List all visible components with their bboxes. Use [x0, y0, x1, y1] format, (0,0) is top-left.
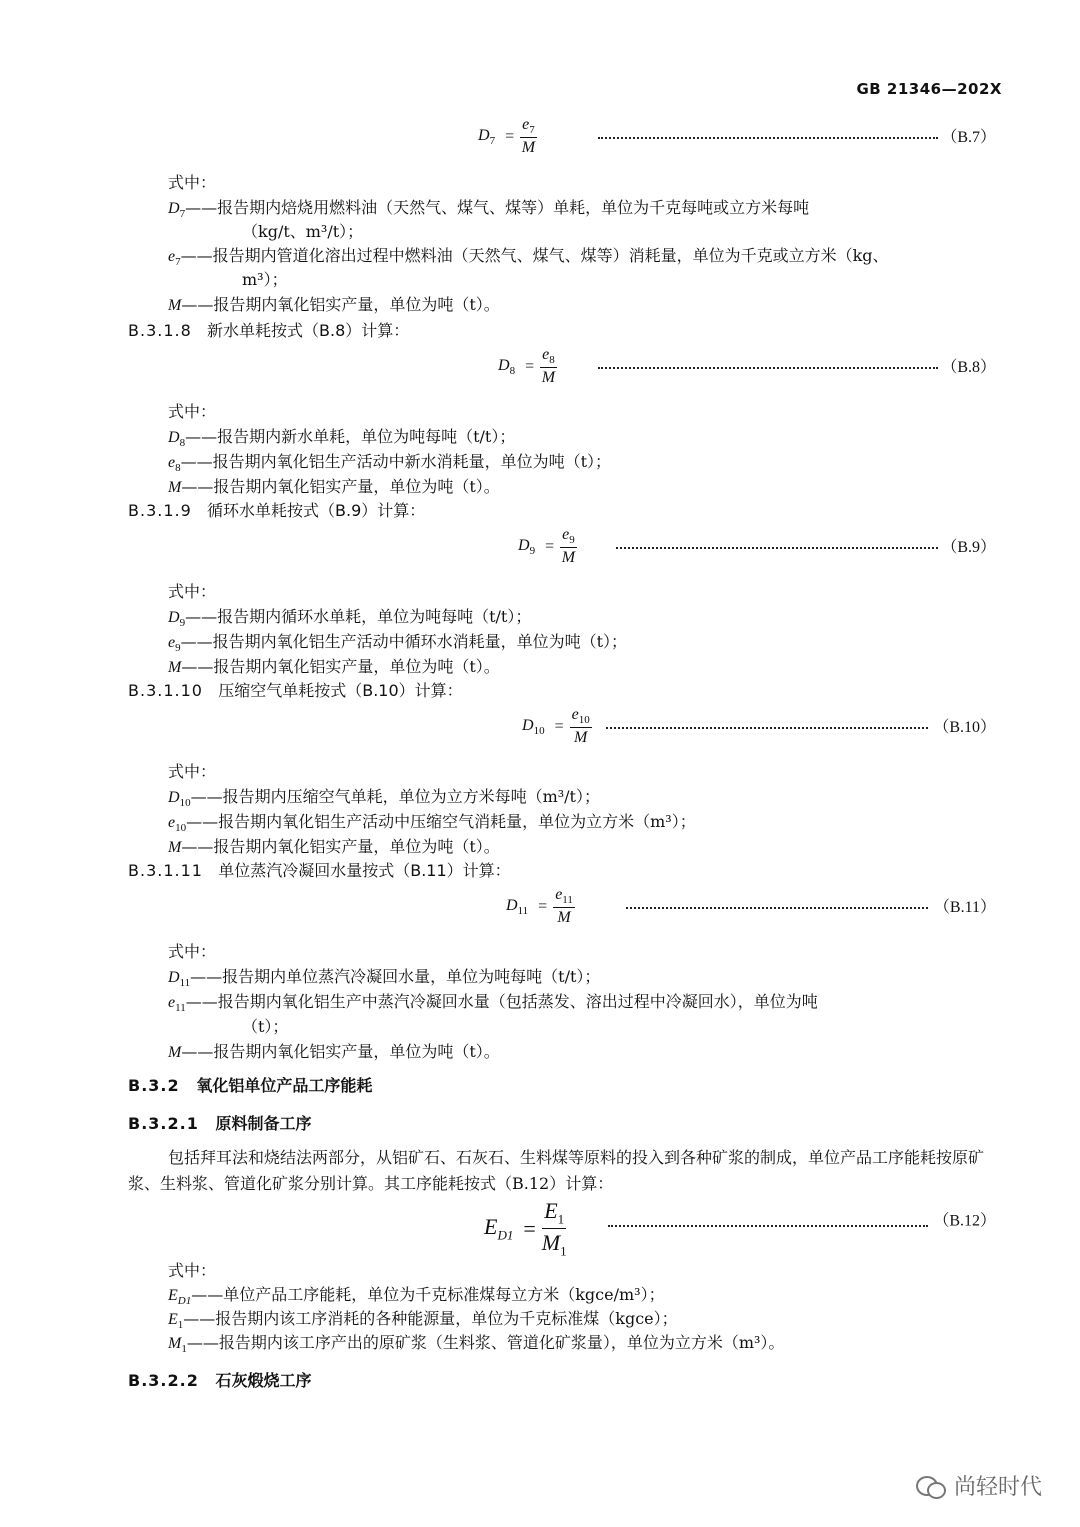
equation-b7: $D_7$ = $\frac{e_7}{M}$ （B.7） — [478, 116, 996, 157]
equation-number: （B.7） — [941, 129, 996, 147]
paragraph: 包括拜耳法和烧结法两部分，从铝矿石、石灰石、生料煤等原料的投入到各种矿浆的制成，单位产品工序能耗按原矿浆、生料浆、管道化矿浆分别计算。其工序能耗按式（B.12）计算： — [128, 1148, 985, 1193]
equation-number: （B.11） — [933, 899, 996, 917]
equation-number: （B.10） — [933, 719, 996, 737]
equation-b12: $E_{D1}$ = $\frac{E_1}{M_1}$ （B.12） — [484, 1198, 996, 1259]
where-label: 式中： — [168, 1261, 217, 1280]
definition-line: M——报告期内氧化铝实产量，单位为吨（t）。 — [168, 1042, 500, 1061]
where-label: 式中： — [168, 762, 217, 781]
equation-b10: $D_{10}$ = $\frac{e_{10}}{M}$ （B.10） — [522, 706, 996, 747]
section-heading: B.3.1.11 单位蒸汽冷凝回水量按式（B.11）计算： — [128, 861, 511, 880]
definition-line: $D_{11}——$报告期内单位蒸汽冷凝回水量，单位为吨每吨（t/t）； — [168, 967, 601, 990]
definition-line: $D_8——$报告期内新水单耗，单位为吨每吨（t/t）； — [168, 427, 516, 450]
definition-line: $D_{10}——$报告期内压缩空气单耗，单位为立方米每吨（m³/t）； — [168, 787, 600, 810]
definition-line: $e_8——$报告期内氧化铝生产活动中新水消耗量，单位为吨（t）； — [168, 452, 612, 475]
definition-line: $e_9——$报告期内氧化铝生产活动中循环水消耗量，单位为吨（t）； — [168, 632, 628, 655]
equation-b8: $D_8$ = $\frac{e_8}{M}$ （B.8） — [498, 346, 996, 387]
eq-denominator: M — [521, 139, 536, 157]
equation-b9: $D_9$ = $\frac{e_9}{M}$ （B.9） — [518, 526, 996, 567]
section-heading: B.3.1.9 循环水单耗按式（B.9）计算： — [128, 501, 426, 520]
equation-number: （B.12） — [933, 1212, 996, 1230]
section-heading: B.3.1.10 压缩空气单耗按式（B.10）计算： — [128, 681, 463, 700]
wechat-icon — [916, 1474, 946, 1498]
section-heading: B.3.2 氧化铝单位产品工序能耗 — [128, 1076, 373, 1095]
where-label: 式中： — [168, 582, 217, 601]
document-number: GB 21346—202X — [856, 80, 1002, 98]
definition-continuation: m³）； — [242, 270, 288, 289]
watermark-text: 尚轻时代 — [953, 1475, 1042, 1500]
equation-number: （B.8） — [941, 359, 996, 377]
definition-line: $D_9——$报告期内循环水单耗，单位为吨每吨（t/t）； — [168, 607, 532, 630]
definition-line: $e_{11}——$报告期内氧化铝生产中蒸汽冷凝回水量（包括蒸发、溶出过程中冷凝回水），单位为吨 — [168, 992, 818, 1015]
section-heading: B.3.1.8 新水单耗按式（B.8）计算： — [128, 321, 410, 340]
watermark — [916, 1470, 1042, 1501]
section-heading: B.3.2.2 石灰煅烧工序 — [128, 1371, 312, 1390]
definition-line: $e_{10}——$报告期内氧化铝生产活动中压缩空气消耗量，单位为立方米（m³）； — [168, 812, 696, 835]
definition-line: $M_1——$报告期内该工序产出的原矿浆（生料浆、管道化矿浆量），单位为立方米（m³）。 — [168, 1333, 785, 1356]
definition-line: M——报告期内氧化铝实产量，单位为吨（t）。 — [168, 657, 500, 676]
definition-line: $e_7——$报告期内管道化溶出过程中燃料油（天然气、煤气、煤等）消耗量，单位为千克或立方米（kg、 — [168, 246, 889, 269]
definition-line: M——报告期内氧化铝实产量，单位为吨（t）。 — [168, 477, 500, 496]
definition-line: M——报告期内氧化铝实产量，单位为吨（t）。 — [168, 837, 500, 856]
equation-number: （B.9） — [941, 539, 996, 557]
definition-continuation: （kg/t、m³/t）； — [242, 222, 364, 241]
definition-continuation: （t）； — [242, 1017, 289, 1036]
definition-line: $E_{D1}——$单位产品工序能耗，单位为千克标准煤每立方米（kgce/m³）； — [168, 1285, 665, 1308]
section-heading: B.3.2.1 原料制备工序 — [128, 1114, 312, 1133]
where-label: 式中： — [168, 173, 217, 192]
where-label: 式中： — [168, 402, 217, 421]
definition-line: $D_7——$报告期内焙烧用燃料油（天然气、煤气、煤等）单耗，单位为千克每吨或立方米每吨 — [168, 198, 810, 221]
equation-b11: $D_{11}$ = $\frac{e_{11}}{M}$ （B.11） — [506, 886, 996, 927]
where-label: 式中： — [168, 942, 217, 961]
definition-line: $E_1——$报告期内该工序消耗的各种能源量，单位为千克标准煤（kgce）； — [168, 1309, 678, 1332]
eq-lhs: $D_7$ — [478, 126, 496, 147]
eq-numerator: $e_7$ — [522, 116, 535, 137]
definition-line: M——报告期内氧化铝实产量，单位为吨（t）。 — [168, 295, 500, 314]
